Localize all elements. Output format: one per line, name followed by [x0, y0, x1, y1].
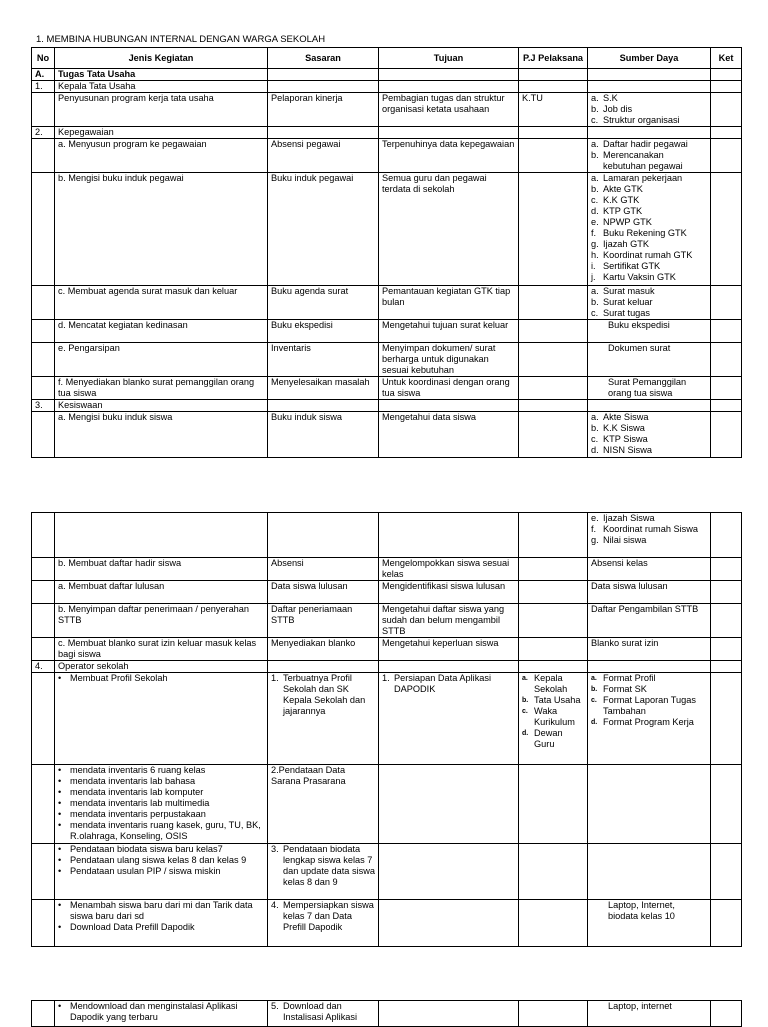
table-row: [32, 558, 742, 581]
tujuan-cell: Mengetahui daftar siswa yang sudah dan belum mengambil STTB: [379, 604, 519, 638]
tujuan-cell: Pembagian tugas dan struktur organisasi ketata usahaan: [379, 93, 519, 127]
list-text: Format Program Kerja: [603, 717, 694, 727]
tujuan-cell: Menyimpan dokumen/ surat berharga untuk digunakan sesuai kebutuhan: [379, 343, 519, 377]
table-row: [32, 173, 742, 286]
list-text: Download dan Instalisasi Aplikasi: [283, 1001, 358, 1022]
section-heading: 1. MEMBINA HUBUNGAN INTERNAL DENGAN WARGA SEKOLAH: [36, 34, 326, 45]
list-text: Surat masuk: [603, 286, 655, 296]
list-marker: c.: [591, 115, 599, 125]
sasaran-cell: [268, 900, 379, 947]
sasaran-cell: Buku agenda surat: [268, 286, 379, 320]
list-item: [591, 261, 707, 272]
table-row: [32, 581, 742, 604]
sumber-cell: [588, 286, 711, 320]
tujuan-cell: Semua guru dan pegawai terdata di sekolah: [379, 173, 519, 286]
list-marker: 3.: [271, 844, 279, 854]
list-marker: a.: [591, 173, 599, 183]
list-text: Kartu Vaksin GTK: [603, 272, 676, 282]
list-marker: a.: [591, 675, 597, 682]
list-text: Ijazah GTK: [603, 239, 649, 249]
list-text: KTP GTK: [603, 206, 643, 216]
list-item: [271, 673, 375, 717]
jenis-cell: Penyusunan program kerja tata usaha: [55, 93, 268, 127]
sumber-cell: Laptop, Internet, biodata kelas 10: [588, 900, 711, 947]
activity-table-page-2: [31, 512, 742, 947]
jenis-cell: a. Membuat daftar lulusan: [55, 581, 268, 604]
list-text: mendata inventaris lab komputer: [70, 787, 204, 797]
list-marker: 1.: [271, 673, 279, 683]
sumber-cell: Daftar Pengambilan STTB: [588, 604, 711, 638]
list-text: NISN Siswa: [603, 445, 653, 455]
col-no: No: [32, 48, 55, 69]
group-no: 4.: [32, 661, 55, 673]
list-item: [591, 535, 707, 546]
list-item: [522, 695, 584, 706]
list-text: Format SK: [603, 684, 647, 694]
list-marker: •: [58, 776, 62, 786]
tujuan-cell: Mengidentifikasi siswa lulusan: [379, 581, 519, 604]
list-text: Download Data Prefill Dapodik: [70, 922, 195, 932]
list-item: [591, 695, 707, 717]
sasaran-cell: Data siswa lulusan: [268, 581, 379, 604]
list-marker: •: [58, 922, 62, 932]
jenis-cell: f. Menyediakan blanko surat pemanggilan orang tua siswa: [55, 377, 268, 400]
list-marker: d.: [591, 445, 599, 455]
list-item: [58, 776, 264, 787]
list-item: [271, 1001, 375, 1023]
list-text: mendata inventaris lab bahasa: [70, 776, 196, 786]
group-no: 1.: [32, 81, 55, 93]
list-marker: •: [58, 1001, 62, 1011]
list-marker: b.: [591, 104, 599, 114]
sasaran-cell: 2.Pendataan Data Sarana Prasarana: [268, 765, 379, 844]
list-item: [58, 855, 264, 866]
list-item: [58, 787, 264, 798]
group-row: [32, 81, 742, 93]
table-row: [32, 412, 742, 458]
sumber-cell: [588, 139, 711, 173]
jenis-cell: [55, 673, 268, 765]
list-item: [591, 173, 707, 184]
list-marker: b.: [591, 297, 599, 307]
list-text: Membuat Profil Sekolah: [70, 673, 168, 683]
table-row: [32, 638, 742, 661]
list-text: Ijazah Siswa: [603, 513, 655, 523]
list-marker: •: [58, 844, 62, 854]
table-row: [32, 93, 742, 127]
list-marker: 1.: [382, 673, 390, 683]
list-item: [591, 524, 707, 535]
list-item: [591, 184, 707, 195]
list-text: Surat tugas: [603, 308, 650, 318]
list-item: [522, 706, 584, 728]
list-item: [591, 115, 707, 126]
sumber-cell: [588, 673, 711, 765]
list-marker: g.: [591, 239, 599, 249]
list-item: [591, 139, 707, 150]
list-text: Format Laporan Tugas Tambahan: [603, 695, 696, 716]
list-text: K.K Siswa: [603, 423, 645, 433]
list-marker: b.: [591, 686, 598, 693]
list-text: Koordinat rumah Siswa: [603, 524, 698, 534]
pj-cell: K.TU: [519, 93, 588, 127]
list-item: [591, 217, 707, 228]
list-marker: d.: [522, 730, 529, 737]
jenis-cell: b. Mengisi buku induk pegawai: [55, 173, 268, 286]
list-text: Nilai siswa: [603, 535, 647, 545]
list-item: [591, 104, 707, 115]
table-row: [32, 900, 742, 947]
tujuan-cell: Mengetahui tujuan surat keluar: [379, 320, 519, 343]
list-marker: b.: [591, 150, 599, 160]
sumber-cell: [588, 173, 711, 286]
list-item: [58, 900, 264, 922]
list-item: [591, 272, 707, 283]
list-text: KTP Siswa: [603, 434, 648, 444]
list-text: Pendataan biodata siswa baru kelas7: [70, 844, 223, 854]
list-marker: c.: [522, 708, 528, 715]
jenis-cell: b. Membuat daftar hadir siswa: [55, 558, 268, 581]
jenis-cell: a. Mengisi buku induk siswa: [55, 412, 268, 458]
jenis-cell: c. Membuat agenda surat masuk dan keluar: [55, 286, 268, 320]
list-item: [522, 673, 584, 695]
list-text: Sertifikat GTK: [603, 261, 661, 271]
sasaran-cell: [268, 1001, 379, 1027]
sumber-cell: [588, 513, 711, 558]
jenis-cell: e. Pengarsipan: [55, 343, 268, 377]
list-text: Format Profil: [603, 673, 656, 683]
list-marker: j.: [591, 272, 596, 282]
list-text: Akte Siswa: [603, 412, 649, 422]
list-item: [271, 844, 375, 888]
list-text: Mendownload dan menginstalasi Aplikasi Dapodik yang terbaru: [70, 1001, 238, 1022]
group-row: [32, 127, 742, 139]
col-sasaran: Sasaran: [268, 48, 379, 69]
group-row: [32, 661, 742, 673]
group-no: 3.: [32, 400, 55, 412]
list-item: [58, 866, 264, 877]
list-marker: b.: [591, 184, 599, 194]
list-text: Waka Kurikulum: [534, 706, 575, 727]
tujuan-cell: Mengetahui keperluan siswa: [379, 638, 519, 661]
list-item: [591, 206, 707, 217]
group-no: 2.: [32, 127, 55, 139]
list-text: mendata inventaris perpustakaan: [70, 809, 206, 819]
list-item: [591, 434, 707, 445]
table-row: [32, 286, 742, 320]
group-label: Kepala Tata Usaha: [55, 81, 268, 93]
group-row: [32, 400, 742, 412]
sumber-cell: Surat Pemanggilan orang tua siswa: [588, 377, 711, 400]
list-text: Merencanakan kebutuhan pegawai: [603, 150, 683, 171]
list-marker: a.: [522, 675, 528, 682]
list-item: [58, 844, 264, 855]
list-text: Terbuatnya Profil Sekolah dan SK Kepala Sekolah dan jajarannya: [283, 673, 366, 716]
list-item: [591, 717, 707, 728]
sasaran-cell: [268, 673, 379, 765]
list-text: Dewan Guru: [534, 728, 563, 749]
tujuan-cell: [379, 673, 519, 765]
table-row: [32, 320, 742, 343]
pj-cell: [519, 673, 588, 765]
list-marker: e.: [591, 513, 599, 523]
list-marker: a.: [591, 286, 599, 296]
list-text: mendata inventaris 6 ruang kelas: [70, 765, 206, 775]
sasaran-cell: Absensi pegawai: [268, 139, 379, 173]
list-item: [591, 297, 707, 308]
list-marker: i.: [591, 261, 596, 271]
list-text: S.K: [603, 93, 618, 103]
sumber-cell: Laptop, internet: [588, 1001, 711, 1027]
col-pj-pelaksana: P.J Pelaksana: [519, 48, 588, 69]
list-text: mendata inventaris ruang kasek, guru, TU, BK, R.olahraga, Konseling, OSIS: [70, 820, 261, 841]
list-marker: b.: [522, 697, 529, 704]
list-marker: c.: [591, 308, 599, 318]
sumber-cell: Buku ekspedisi: [588, 320, 711, 343]
list-marker: d.: [591, 719, 598, 726]
table-row: [32, 673, 742, 765]
list-item: [591, 423, 707, 434]
sasaran-cell: Pelaporan kinerja: [268, 93, 379, 127]
sasaran-cell: Buku induk siswa: [268, 412, 379, 458]
sasaran-cell: Inventaris: [268, 343, 379, 377]
table-row: [32, 513, 742, 558]
list-item: [591, 150, 707, 172]
list-marker: a.: [591, 412, 599, 422]
list-text: Persiapan Data Aplikasi DAPODIK: [394, 673, 492, 694]
tujuan-cell: Untuk koordinasi dengan orang tua siswa: [379, 377, 519, 400]
col-jenis-kegiatan: Jenis Kegiatan: [55, 48, 268, 69]
tujuan-cell: Pemantauan kegiatan GTK tiap bulan: [379, 286, 519, 320]
list-item: [58, 765, 264, 776]
list-item: [58, 673, 264, 684]
list-text: Pendataan biodata lengkap siswa kelas 7 dan update data siswa kelas 8 dan 9: [283, 844, 375, 887]
list-marker: c.: [591, 697, 597, 704]
list-marker: a.: [591, 139, 599, 149]
list-marker: b.: [591, 423, 599, 433]
sumber-cell: [588, 93, 711, 127]
list-marker: •: [58, 809, 62, 819]
list-text: Tata Usaha: [534, 695, 581, 705]
group-label: Kesiswaan: [55, 400, 268, 412]
jenis-cell: a. Menyusun program ke pegawaian: [55, 139, 268, 173]
list-text: Surat keluar: [603, 297, 653, 307]
sasaran-cell: [268, 844, 379, 900]
list-item: [591, 93, 707, 104]
list-text: Daftar hadir pegawai: [603, 139, 688, 149]
list-marker: •: [58, 900, 62, 910]
list-marker: •: [58, 765, 62, 775]
table-row: [32, 604, 742, 638]
list-text: Akte GTK: [603, 184, 643, 194]
list-marker: 4.: [271, 900, 279, 910]
list-text: mendata inventaris lab multimedia: [70, 798, 210, 808]
tujuan-cell: Terpenuhinya data kepegawaian: [379, 139, 519, 173]
jenis-cell: b. Menyimpan daftar penerimaan / penyerahan STTB: [55, 604, 268, 638]
list-text: K.K GTK: [603, 195, 640, 205]
col-ket: Ket: [711, 48, 742, 69]
list-marker: 5.: [271, 1001, 279, 1011]
sumber-cell: Absensi kelas: [588, 558, 711, 581]
table-header-row: [32, 48, 742, 69]
section-row: [32, 69, 742, 81]
sasaran-cell: Buku ekspedisi: [268, 320, 379, 343]
table-row: [32, 343, 742, 377]
sasaran-cell: Daftar peneriamaan STTB: [268, 604, 379, 638]
group-label: Operator sekolah: [55, 661, 268, 673]
list-text: Pendataan ulang siswa kelas 8 dan kelas 9: [70, 855, 247, 865]
list-item: [58, 809, 264, 820]
activity-table-page-1: [31, 47, 742, 458]
sasaran-cell: Menyediakan blanko: [268, 638, 379, 661]
list-item: [591, 250, 707, 261]
activity-table-page-3: [31, 1000, 742, 1027]
section-no: A.: [32, 69, 55, 81]
list-text: Job dis: [603, 104, 633, 114]
list-item: [591, 228, 707, 239]
list-item: [58, 820, 264, 842]
sasaran-cell: Menyelesaikan masalah: [268, 377, 379, 400]
list-item: [591, 195, 707, 206]
list-item: [58, 1001, 264, 1023]
list-marker: •: [58, 855, 62, 865]
list-marker: •: [58, 673, 62, 683]
list-text: Struktur organisasi: [603, 115, 680, 125]
list-text: Kepala Sekolah: [534, 673, 568, 694]
list-item: [271, 900, 375, 933]
col-tujuan: Tujuan: [379, 48, 519, 69]
list-text: Menambah siswa baru dari mi dan Tarik data siswa baru dari sd: [70, 900, 253, 921]
jenis-cell: [55, 1001, 268, 1027]
jenis-cell: c. Membuat blanko surat izin keluar masuk kelas bagi siswa: [55, 638, 268, 661]
list-text: Buku Rekening GTK: [603, 228, 687, 238]
sasaran-cell: Absensi: [268, 558, 379, 581]
table-row: [32, 139, 742, 173]
jenis-cell: d. Mencatat kegiatan kedinasan: [55, 320, 268, 343]
group-label: Kepegawaian: [55, 127, 268, 139]
tujuan-cell: Mengelompokkan siswa sesuai kelas: [379, 558, 519, 581]
list-item: [591, 673, 707, 684]
list-marker: e.: [591, 217, 599, 227]
list-marker: •: [58, 866, 62, 876]
list-item: [58, 922, 264, 933]
jenis-cell: [55, 765, 268, 844]
list-marker: c.: [591, 195, 599, 205]
list-text: NPWP GTK: [603, 217, 652, 227]
table-row: [32, 1001, 742, 1027]
sumber-cell: Data siswa lulusan: [588, 581, 711, 604]
list-item: [591, 308, 707, 319]
list-marker: •: [58, 787, 62, 797]
list-item: [591, 513, 707, 524]
sasaran-cell: Buku induk pegawai: [268, 173, 379, 286]
sumber-cell: Blanko surat izin: [588, 638, 711, 661]
list-marker: c.: [591, 434, 599, 444]
jenis-cell: [55, 844, 268, 900]
list-item: [591, 445, 707, 456]
list-item: [591, 684, 707, 695]
list-text: Mempersiapkan siswa kelas 7 dan Data Prefill Dapodik: [283, 900, 374, 932]
list-marker: g.: [591, 535, 599, 545]
list-marker: a.: [591, 93, 599, 103]
list-item: [522, 728, 584, 750]
list-marker: f.: [591, 524, 597, 534]
jenis-cell: [55, 900, 268, 947]
list-marker: f.: [591, 228, 597, 238]
table-row: [32, 844, 742, 900]
list-text: Pendataan usulan PIP / siswa miskin: [70, 866, 221, 876]
list-item: [58, 798, 264, 809]
list-marker: d.: [591, 206, 599, 216]
list-marker: •: [58, 798, 62, 808]
list-item: [591, 412, 707, 423]
list-text: Koordinat rumah GTK: [603, 250, 693, 260]
table-row: [32, 765, 742, 844]
table-row: [32, 377, 742, 400]
sumber-cell: [588, 412, 711, 458]
list-item: [591, 286, 707, 297]
list-item: [591, 239, 707, 250]
list-text: Lamaran pekerjaan: [603, 173, 683, 183]
list-marker: •: [58, 820, 62, 830]
list-item: [382, 673, 515, 695]
sumber-cell: Dokumen surat: [588, 343, 711, 377]
tujuan-cell: Mengetahui data siswa: [379, 412, 519, 458]
col-sumber-daya: Sumber Daya: [588, 48, 711, 69]
list-marker: h.: [591, 250, 599, 260]
section-label: Tugas Tata Usaha: [55, 69, 268, 81]
